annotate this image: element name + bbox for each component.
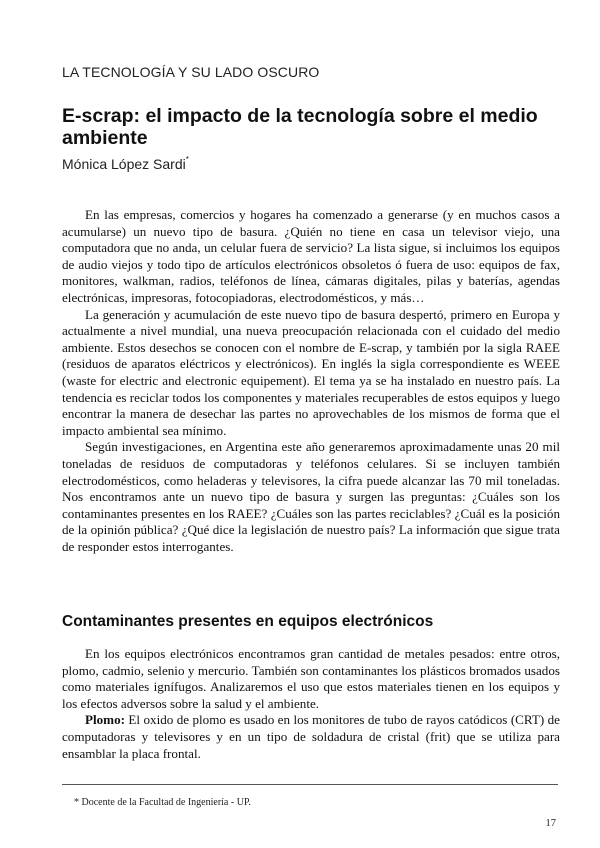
footnote: * Docente de la Facultad de Ingeniería - UP. [74, 797, 251, 808]
paragraph: En las empresas, comercios y hogares ha comenzado a generarse (y en muchos casos a acumularse) un nuevo tipo de basura. ¿Quién no tiene en casa un televisor viejo, una computadora que no anda, un celular fuera de servicio? La lista sigue, si incluimos los equipos de audio viejos y todo tipo de artículos electrónicos obsoletos ó fuera de uso: equipos de fax, monitores, walkman, radios, teléfonos de línea, cámaras digitales, pilas y baterías, agendas electrónicas, impresoras, fotocopiadoras, electrodomésticos, y más… [62, 207, 560, 305]
section-subheading: Contaminantes presentes en equipos electrónicos [62, 613, 434, 630]
author-name: Mónica López Sardi [62, 156, 186, 172]
article-title: E-scrap: el impacto de la tecnología sobre el medio ambiente [62, 105, 538, 149]
paragraph: La generación y acumulación de este nuevo tipo de basura despertó, primero en Europa y actualmente a nivel mundial, una nueva preocupación relacionada con el cuidado del medio ambiente. Estos desechos se conocen con el nombre de E-scrap, y también por la sigla RAEE (residuos de aparatos eléctricos y electrónicos). En inglés la sigla correspondiente es WEEE (waste for electric and electronic equipement). El tema ya se ha instalado en nuestro país. La tendencia es reciclar todos los componentes y materiales recuperables de estos equipos y luego encontrar la manera de desechar las partes no aprovechables de los mismos de forma que el impacto ambiental sea mínimo. [62, 306, 560, 438]
paragraph [62, 646, 560, 712]
paragraph-lead: Plomo: [85, 712, 125, 728]
author-footnote-marker: * [185, 155, 189, 164]
page-number: 17 [545, 818, 556, 829]
contaminants-body [62, 646, 560, 762]
intro-body [62, 207, 560, 555]
footnote-divider [62, 784, 558, 785]
author-line [62, 156, 189, 172]
paragraph-text: En los equipos electrónicos encontramos gran cantidad de metales pesados: entre otros, plomo, cadmio, selenio y mercurio. También son contaminantes los plásticos bromados usados como materiales ignífugos. Analizaremos el uso que estos materiales tienen en los equipos y los efectos adversos sobre la salud y el ambiente. [62, 646, 560, 711]
paragraph-text: El oxido de plomo es usado en los monitores de tubo de rayos catódicos (CRT) de computadoras y televisores y en un tipo de soldadura de cristal (frit) que se utiliza para ensamblar la placa frontal. [62, 712, 560, 761]
paragraph [62, 712, 560, 762]
paragraph: Según investigaciones, en Argentina este año generaremos aproximadamente unas 20 mil toneladas de residuos de computadoras y teléfonos celulares. Si se incluyen también electrodomésticos, como heladeras y televisores, la cifra puede alcanzar las 70 mil toneladas. Nos encontramos ante un nuevo tipo de basura y surgen las preguntas: ¿Cuáles son los contaminantes presentes en los RAEE? ¿Cuáles son las partes reciclables? ¿Cuál es la posición de la opinión pública? ¿Qué dice la legislación de nuestro país? La información que sigue trata de responder estos interrogantes. [62, 439, 560, 554]
section-header: LA TECNOLOGÍA Y SU LADO OSCURO [62, 64, 320, 80]
